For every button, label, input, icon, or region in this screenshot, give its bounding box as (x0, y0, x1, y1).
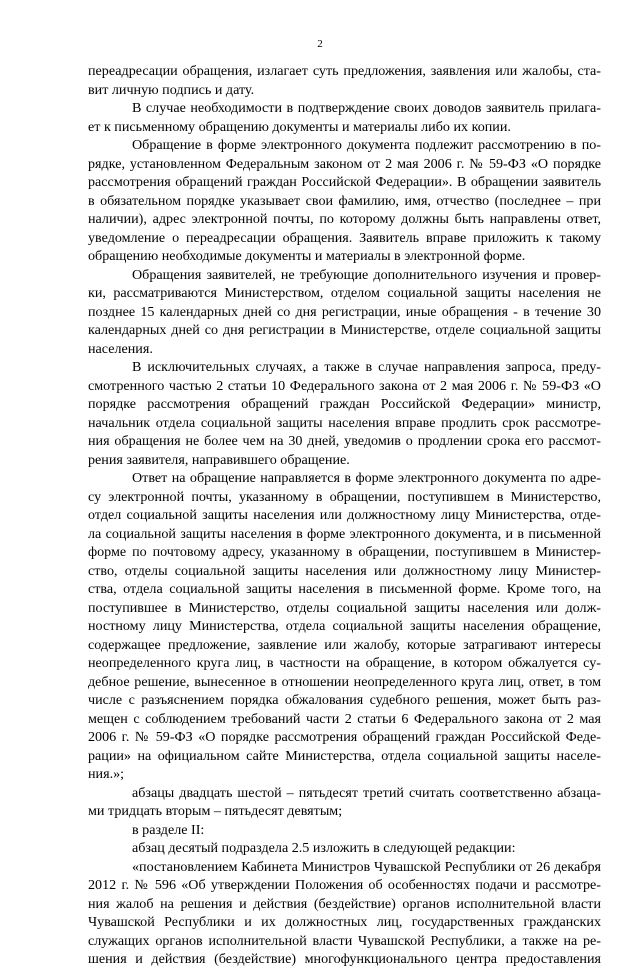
text-line: рассмотрения обращений граждан Российской Федерации». В обращении заявитель (88, 174, 601, 190)
text-line: В исключительных случаях, а также в случае направления запроса, преду- (132, 359, 601, 375)
text-line: в обязательном порядке указывает свои фамилию, имя, отчество (последнее – при (88, 192, 601, 209)
text-line: наличии), адрес электронной почты, по которому должны быть направлены ответ, (88, 211, 601, 227)
text-line: порядке рассмотрения обращений граждан Российской Федерации» министр, (88, 396, 601, 412)
text-line: су электронной почты, указанному в обращении, поступившем в Министерство, (88, 488, 601, 505)
page-number: 2 (317, 38, 323, 50)
text-line: отдел социальной защиты населения или должностному лицу Министерства, отде- (88, 507, 601, 523)
text-line: рации» на официальном сайте Министерства, отдела социальной защиты населе- (88, 747, 601, 764)
text-line: ностному лицу Министерства, отдела социальной защиты населения обращение, (88, 618, 601, 634)
text-line: вит личную подпись и дату. (88, 81, 255, 98)
text-line: позднее 15 календарных дней со дня регистрации, иные обращения - в течение 30 (88, 303, 601, 320)
text-line: ла социальной защиты населения в форме электронного документа, и в письменной (88, 525, 601, 542)
text-line: ния.»; (88, 766, 125, 782)
text-line: Обращение в форме электронного документа подлежит рассмотрению в по- (132, 137, 601, 153)
text-line: шения и действия (бездействие) многофункционального центра предоставления (88, 951, 601, 967)
text-line: обращению необходимые документы и материалы в электронной форме. (88, 248, 526, 264)
text-line: неопределенного круга лиц, в частности на обращение, в котором обжалуется су- (88, 655, 601, 671)
text-line: ми тридцать вторым – пятьдесят девятым; (88, 803, 343, 819)
text-line: абзацы двадцать шестой – пятьдесят третий считать соответственно абзаца- (132, 784, 601, 801)
text-line: начальник отдела социальной защиты населения вправе продлить срок рассмотре- (88, 414, 601, 431)
text-line: населения. (88, 340, 153, 357)
text-line: содержащее предложение, заявление или жалобу, которые затрагивают интересы (88, 636, 601, 653)
text-line: ет к письменному обращению документы и материалы либо их копии. (88, 118, 511, 135)
text-line: поступившее в Министерство, отделы социальной защиты населения или долж- (88, 599, 601, 616)
text-line: календарных дней со дня регистрации в Министерстве, отделе социальной защиты (88, 322, 601, 338)
text-line: Ответ на обращение направляется в форме электронного документа по адре- (132, 470, 601, 486)
text-line: форме по почтовому адресу, указанному в обращении, поступившем в Министер- (88, 544, 601, 560)
text-line: ство, отделы социальной защиты населения или должностному лицу Министер- (88, 562, 601, 579)
text-line: ния обращения не более чем на 30 дней, уведомив о продлении срока его рассмот- (88, 433, 601, 449)
text-line: дебное решение, вынесенное в отношении неопределенного круга лиц, ответ, в том (88, 673, 601, 690)
text-line: Чувашской Республики и их должностных лиц, государственных гражданских (88, 914, 601, 930)
text-line: в разделе II: (132, 821, 205, 838)
text-line: «постановлением Кабинета Министров Чувашской Республики от 26 декабря (132, 858, 601, 875)
text-line: 2006 г. № 59-ФЗ «О порядке рассмотрения обращений граждан Российской Феде- (88, 729, 601, 745)
text-line: абзац десятый подраздела 2.5 изложить в следующей редакции: (132, 840, 516, 856)
text-line: числе с разъяснением порядка обжалования судебного решения, может быть раз- (88, 692, 601, 708)
text-line: уведомление о переадресации обращения. Заявитель вправе приложить к такому (88, 229, 601, 246)
text-line: В случае необходимости в подтверждение своих доводов заявитель прилага- (132, 100, 601, 116)
text-line: рения заявителя, направившего обращение. (88, 451, 350, 468)
text-line: ки, рассматриваются Министерством, отделом социальной защиты населения не (88, 285, 601, 301)
text-line: Обращения заявителей, не требующие дополнительного изучения и провер- (132, 266, 601, 283)
text-line: смотренного частью 2 статьи 10 Федерального закона от 2 мая 2006 г. № 59-ФЗ «О (88, 377, 601, 394)
text-line: мещен с соблюдением требований части 2 статьи 6 Федерального закона от 2 мая (88, 710, 601, 727)
text-line: рядке, установленном Федеральным законом от 2 мая 2006 г. № 59-ФЗ «О порядке (88, 155, 601, 172)
text-line: служащих органов исполнительной власти Чувашской Республики, а также на ре- (88, 932, 601, 949)
text-line: переадресации обращения, излагает суть предложения, заявления или жалобы, ста- (88, 63, 601, 79)
text-line: ства, отдела социальной защиты населения в письменной форме. Кроме того, на (88, 581, 601, 597)
text-line: ния жалоб на решения и действия (бездействие) органов исполнительной власти (88, 895, 601, 912)
text-line: 2012 г. № 596 «Об утверждении Положения об особенностях подачи и рассмотре- (88, 877, 601, 893)
document-body (88, 62, 601, 969)
